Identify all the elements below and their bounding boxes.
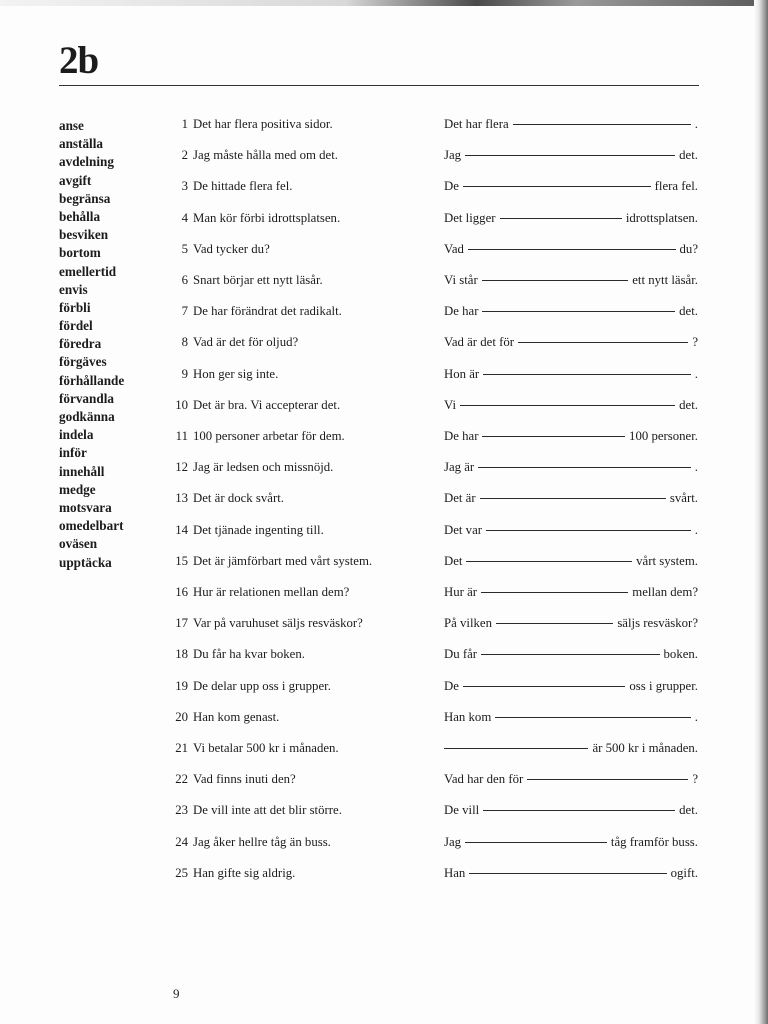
answer-prefix: Du får — [444, 647, 478, 662]
exercise-row — [0, 679, 768, 701]
answer-prefix: Vi — [444, 397, 457, 412]
answer-suffix: säljs resväskor? — [617, 616, 698, 631]
answer-suffix: det. — [679, 397, 698, 412]
answer-blank[interactable] — [496, 623, 613, 624]
answer-prefix: Jag är — [444, 460, 475, 475]
answer-prefix: Det — [444, 553, 463, 568]
answer-blank[interactable] — [469, 873, 666, 874]
answer-line — [444, 273, 698, 288]
exercise-number: 10 — [175, 397, 188, 412]
answer-blank[interactable] — [463, 186, 651, 187]
exercise-row — [0, 179, 768, 201]
answer-blank[interactable] — [518, 342, 688, 343]
answer-line — [444, 772, 698, 787]
exercise-row — [0, 429, 768, 451]
answer-suffix: boken. — [663, 647, 698, 662]
answer-suffix: oss i grupper. — [629, 678, 698, 693]
answer-suffix: flera fel. — [654, 179, 698, 194]
exercise-number: 4 — [181, 210, 188, 225]
exercise-row — [0, 741, 768, 763]
answer-line — [444, 866, 698, 881]
exercise-sentence: Hur är relationen mellan dem? — [193, 585, 350, 599]
exercise-number: 18 — [175, 647, 188, 662]
exercise-sentence: De delar upp oss i grupper. — [193, 678, 331, 693]
word-list-item: förgäves — [59, 354, 107, 370]
answer-blank[interactable] — [483, 374, 691, 375]
answer-blank[interactable] — [468, 249, 676, 250]
exercise-sentence: De hittade flera fel. — [193, 179, 293, 194]
answer-line — [444, 398, 698, 413]
exercise-sentence: Det har flera positiva sidor. — [193, 117, 333, 131]
answer-suffix: ? — [692, 335, 698, 350]
answer-line — [444, 117, 698, 132]
exercise-number: 13 — [175, 491, 188, 506]
scan-top-edge — [0, 0, 768, 6]
answer-prefix: Vi står — [444, 273, 478, 287]
exercise-sentence: Snart börjar ett nytt läsår. — [193, 273, 323, 287]
exercise-row — [0, 491, 768, 513]
answer-suffix: . — [694, 117, 698, 131]
answer-line — [444, 741, 698, 756]
answer-prefix: Vad har den för — [444, 772, 524, 787]
word-list-item: fördel — [59, 318, 93, 334]
exercise-sentence: De vill inte att det blir större. — [193, 803, 342, 818]
exercise-row — [0, 335, 768, 357]
word-list-item: envis — [59, 281, 88, 297]
word-list-item: förhållande — [59, 372, 125, 388]
exercise-sentence: Det tjänade ingenting till. — [193, 522, 324, 537]
answer-line — [444, 710, 698, 725]
exercise-number: 23 — [175, 803, 188, 818]
exercise-sentence: Du får ha kvar boken. — [193, 647, 305, 662]
answer-prefix: Vad — [444, 241, 464, 256]
exercise-row — [0, 803, 768, 825]
answer-blank[interactable] — [480, 498, 666, 499]
answer-line — [444, 367, 698, 382]
word-list-item: inför — [59, 445, 87, 461]
exercise-sentence: Jag måste hålla med om det. — [193, 148, 338, 163]
answer-blank[interactable] — [465, 842, 607, 843]
answer-prefix: Han kom — [444, 709, 492, 724]
word-list-item: indela — [59, 427, 94, 443]
answer-blank[interactable] — [482, 436, 625, 437]
answer-line — [444, 304, 698, 319]
answer-prefix: Hur är — [444, 585, 478, 599]
word-list-item: emellertid — [59, 263, 117, 279]
answer-prefix: Han — [444, 865, 466, 880]
answer-line — [444, 148, 698, 163]
word-list-item: besviken — [59, 227, 109, 243]
answer-prefix: De har — [444, 429, 479, 443]
answer-blank[interactable] — [444, 748, 588, 749]
exercise-sentence: Han gifte sig aldrig. — [193, 865, 296, 880]
exercise-number: 22 — [175, 772, 188, 787]
answer-blank[interactable] — [495, 717, 691, 718]
answer-blank[interactable] — [486, 530, 691, 531]
exercise-sentence: Jag är ledsen och missnöjd. — [193, 460, 334, 475]
answer-suffix: . — [694, 460, 698, 475]
word-list-item: behålla — [59, 208, 101, 224]
answer-prefix: Vad är det för — [444, 335, 514, 350]
answer-blank[interactable] — [482, 280, 629, 281]
answer-line — [444, 585, 698, 600]
answer-line — [444, 491, 698, 506]
word-list-item: anställa — [59, 136, 103, 152]
answer-suffix: tåg framför buss. — [610, 834, 698, 849]
word-list-item: oväsen — [59, 536, 98, 552]
exercise-row — [0, 866, 768, 888]
exercise-row — [0, 367, 768, 389]
word-list-item: anse — [59, 118, 84, 133]
answer-prefix: Det är — [444, 491, 476, 506]
exercise-number: 12 — [175, 460, 188, 475]
exercise-sentence: Hon ger sig inte. — [193, 366, 279, 381]
exercise-sentence: Man kör förbi idrottsplatsen. — [193, 210, 341, 225]
exercise-sentence: Vad är det för oljud? — [193, 335, 299, 350]
exercise-number: 24 — [175, 834, 188, 849]
exercise-row — [0, 554, 768, 576]
answer-blank[interactable] — [466, 561, 632, 562]
answer-line — [444, 679, 698, 694]
answer-suffix: är 500 kr i månaden. — [592, 741, 698, 755]
exercise-row — [0, 523, 768, 545]
exercise-row — [0, 835, 768, 857]
exercise-number: 9 — [181, 366, 188, 381]
word-list-item: avgift — [59, 172, 92, 188]
word-list-item: föredra — [59, 336, 102, 352]
exercise-number: 11 — [175, 429, 188, 443]
word-list-item: förbli — [59, 299, 91, 315]
exercise-number: 2 — [181, 148, 188, 163]
exercise-number: 7 — [181, 304, 188, 319]
exercise-row — [0, 242, 768, 264]
answer-suffix: det. — [679, 304, 698, 319]
answer-line — [444, 460, 698, 475]
exercise-row — [0, 273, 768, 295]
page-number: 9 — [173, 986, 180, 1001]
answer-blank[interactable] — [500, 218, 622, 219]
answer-line — [444, 803, 698, 818]
answer-prefix: På vilken — [444, 616, 492, 631]
exercise-sentence: Vad finns inuti den? — [193, 772, 296, 787]
answer-prefix: Det har flera — [444, 117, 509, 131]
exercise-number: 3 — [181, 179, 188, 194]
exercise-row — [0, 460, 768, 482]
answer-prefix: De — [444, 179, 459, 194]
answer-line — [444, 835, 698, 850]
answer-prefix: Det ligger — [444, 210, 496, 225]
exercise-number: 20 — [175, 709, 188, 724]
word-list-item: godkänna — [59, 409, 115, 424]
answer-prefix: Hon är — [444, 366, 480, 381]
exercise-sentence: Vad tycker du? — [193, 241, 270, 256]
answer-suffix: ogift. — [670, 865, 698, 880]
word-list-item: begränsa — [59, 190, 111, 206]
exercise-row — [0, 710, 768, 732]
exercise-number: 6 — [181, 273, 188, 287]
answer-prefix: Det var — [444, 522, 483, 537]
exercise-sentence: Var på varuhuset säljs resväskor? — [193, 616, 363, 631]
answer-line — [444, 179, 698, 194]
answer-blank[interactable] — [465, 155, 675, 156]
exercise-number: 17 — [175, 616, 188, 631]
exercise-sentence: Han kom genast. — [193, 709, 280, 724]
answer-line — [444, 616, 698, 631]
exercise-number: 16 — [175, 585, 188, 599]
answer-line — [444, 211, 698, 226]
answer-suffix: ett nytt läsår. — [632, 273, 698, 287]
answer-suffix: ? — [692, 772, 698, 787]
exercise-row — [0, 616, 768, 638]
word-list-item: avdelning — [59, 154, 114, 170]
exercise-number: 8 — [181, 335, 188, 350]
answer-prefix: Jag — [444, 148, 462, 163]
answer-line — [444, 523, 698, 538]
exercise-sentence: Det är bra. Vi accepterar det. — [193, 397, 341, 412]
answer-blank[interactable] — [460, 405, 675, 406]
answer-suffix: . — [694, 366, 698, 381]
exercise-row — [0, 211, 768, 233]
word-list-item: upptäcka — [59, 554, 112, 570]
answer-prefix: De vill — [444, 803, 480, 818]
answer-suffix: svårt. — [669, 491, 698, 506]
answer-line — [444, 554, 698, 569]
answer-line — [444, 335, 698, 350]
answer-suffix: det. — [679, 803, 698, 818]
answer-blank[interactable] — [478, 467, 691, 468]
exercise-number: 15 — [175, 553, 188, 568]
title-rule — [59, 85, 699, 86]
answer-suffix: vårt system. — [636, 553, 698, 568]
exercise-row — [0, 117, 768, 139]
answer-blank[interactable] — [481, 654, 659, 655]
exercise-row — [0, 148, 768, 170]
word-list-item: innehåll — [59, 463, 105, 479]
exercise-sentence: 100 personer arbetar för dem. — [193, 429, 345, 443]
word-list-item: motsvara — [59, 499, 112, 515]
page-title: 2b — [59, 39, 99, 82]
answer-blank[interactable] — [483, 810, 675, 811]
exercise-sentence: De har förändrat det radikalt. — [193, 304, 342, 319]
exercise-number: 21 — [175, 741, 188, 755]
answer-suffix: . — [694, 709, 698, 724]
answer-blank[interactable] — [481, 592, 628, 593]
exercise-row — [0, 304, 768, 326]
answer-line — [444, 429, 698, 444]
answer-line — [444, 242, 698, 257]
answer-blank[interactable] — [527, 779, 688, 780]
answer-prefix: Jag — [444, 834, 462, 849]
exercise-number: 19 — [175, 678, 188, 693]
answer-blank[interactable] — [463, 686, 625, 687]
answer-line — [444, 647, 698, 662]
exercise-number: 25 — [175, 865, 188, 880]
answer-suffix: mellan dem? — [632, 585, 698, 599]
answer-suffix: idrottsplatsen. — [625, 210, 698, 225]
answer-blank[interactable] — [482, 311, 675, 312]
exercise-sentence: Jag åker hellre tåg än buss. — [193, 834, 331, 849]
answer-suffix: du? — [679, 241, 698, 256]
answer-suffix: . — [694, 522, 698, 537]
exercise-number: 1 — [181, 117, 188, 131]
answer-suffix: 100 personer. — [629, 429, 698, 443]
word-list-item: medge — [59, 481, 96, 497]
answer-blank[interactable] — [513, 124, 691, 125]
exercise-row — [0, 585, 768, 607]
answer-suffix: det. — [679, 148, 698, 163]
exercise-sentence: Vi betalar 500 kr i månaden. — [193, 741, 339, 755]
exercise-row — [0, 647, 768, 669]
exercise-row — [0, 398, 768, 420]
word-list-item: förvandla — [59, 390, 114, 406]
exercise-number: 5 — [181, 241, 188, 256]
exercise-sentence: Det är dock svårt. — [193, 491, 284, 506]
answer-prefix: De — [444, 678, 459, 693]
word-list-item: bortom — [59, 245, 101, 261]
answer-prefix: De har — [444, 304, 479, 319]
exercise-sentence: Det är jämförbart med vårt system. — [193, 553, 373, 568]
exercise-number: 14 — [175, 522, 188, 537]
word-list-item: omedelbart — [59, 518, 124, 534]
exercise-row — [0, 772, 768, 794]
